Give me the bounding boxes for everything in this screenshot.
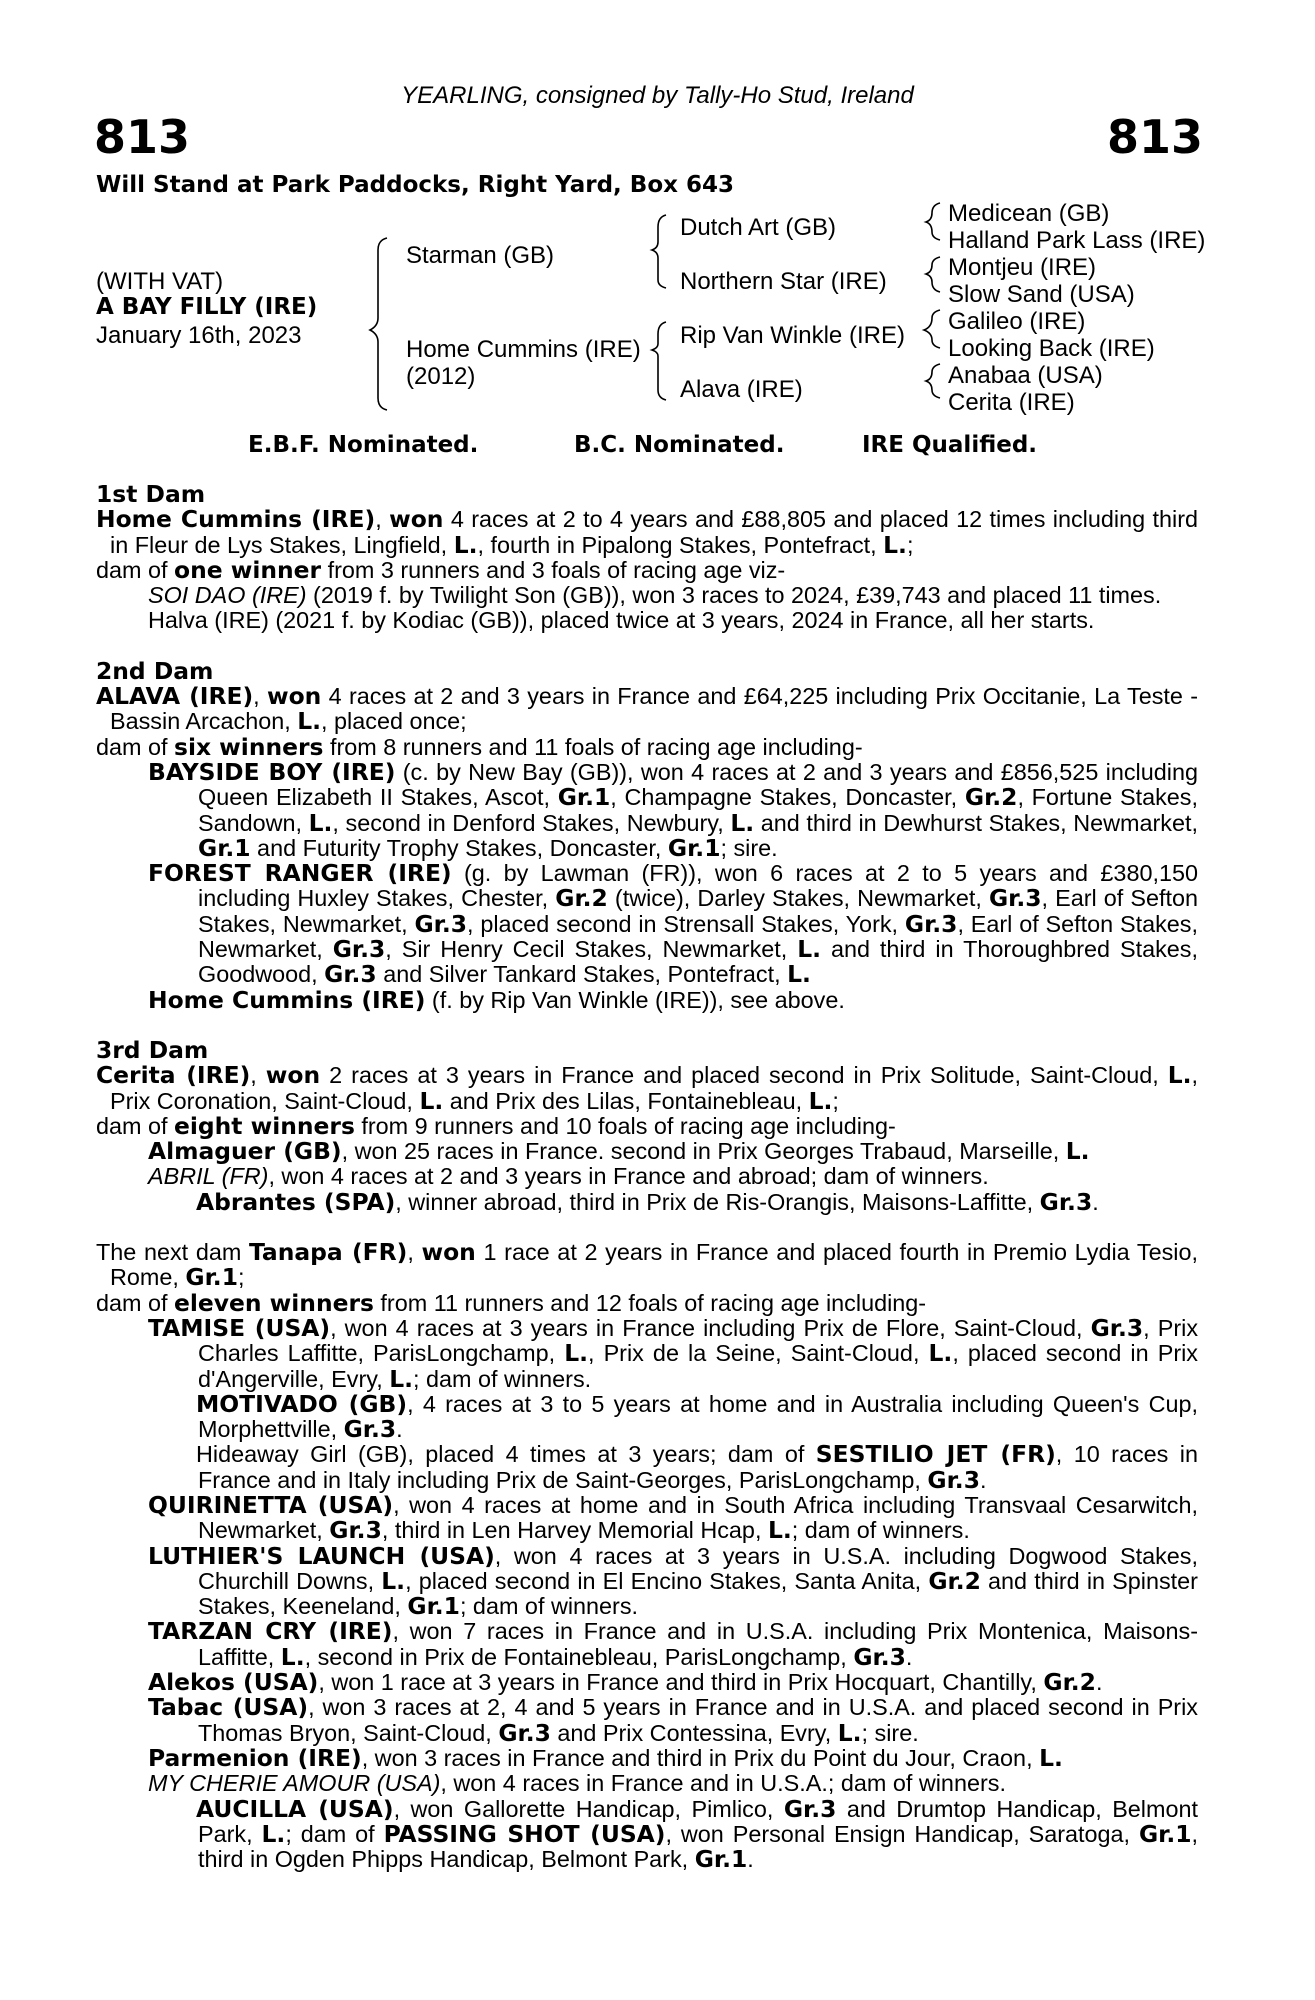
produce-entry: Alekos (USA), won 1 race at 3 years in France and third in Prix Hocquart, Chantilly, Gr.2.: [148, 1668, 1103, 1697]
pedigree-sire: Starman (GB): [406, 242, 555, 269]
pedigree-brackets: [0, 0, 1315, 440]
sale-subtitle: YEARLING, consigned by Tally-Ho Stud, Ireland: [401, 82, 914, 109]
produce-entry: Tabac (USA), won 3 races at 2, 4 and 5 years in France and in U.S.A. and placed second in Prix Thomas Bryon, Saint-Cloud, Gr.3 and Prix Contessina, Evry, L.; sire.: [148, 1693, 1198, 1747]
bracket-g4: [926, 364, 940, 398]
produce-entry: LUTHIER'S LAUNCH (USA), won 4 races at 3 years in U.S.A. including Dogwood Stakes, Churchill Downs, L., placed second in El Encino Stakes, Santa Anita, Gr.2 and third in Spinster Stakes, Keeneland, Gr.1; dam of winners.: [148, 1541, 1198, 1621]
bracket-main: [370, 238, 387, 410]
pedigree-g2: Halland Park Lass (IRE): [948, 227, 1206, 254]
pedigree-g7: Anabaa (USA): [948, 362, 1103, 389]
second-dam-heading: 2nd Dam: [96, 656, 214, 685]
third-dam-heading: 3rd Dam: [96, 1035, 209, 1064]
bc-nomination: B.C. Nominated.: [574, 432, 785, 458]
bracket-dam: [652, 322, 666, 400]
produce-entry: Parmenion (IRE), won 3 races in France and third in Prix du Point du Jour, Craon, L.: [148, 1743, 1063, 1772]
pedigree-g3: Montjeu (IRE): [948, 254, 1097, 281]
next-dam-produce-summary: dam of eleven winners from 11 runners and 12 foals of racing age including-: [96, 1288, 927, 1317]
produce-entry: Halva (IRE) (2021 f. by Kodiac (GB)), placed twice at 3 years, 2024 in France, all her starts.: [148, 607, 1095, 634]
bracket-g2: [926, 257, 940, 292]
second-dam-record: ALAVA (IRE), won 4 races at 2 and 3 years in France and £64,225 including Prix Occitanie, La Teste - Bassin Arcachon, L., placed once;: [96, 682, 1199, 736]
third-dam-produce-summary: dam of eight winners from 9 runners and 10 foals of racing age including-: [96, 1111, 896, 1140]
pedigree-g6: Looking Back (IRE): [948, 335, 1155, 362]
pedigree-g1: Medicean (GB): [948, 200, 1110, 227]
produce-entry: MY CHERIE AMOUR (USA), won 4 races in France and in U.S.A.; dam of winners.: [148, 1770, 1006, 1797]
pedigree-sire-dam: Northern Star (IRE): [680, 268, 887, 295]
grand-produce-entry: Abrantes (SPA), winner abroad, third in Prix de Ris-Orangis, Maisons-Laffitte, Gr.3.: [196, 1187, 1099, 1216]
lot-number-left: 813: [94, 110, 191, 164]
ebf-nomination: E.B.F. Nominated.: [248, 432, 479, 458]
stabling-location: Will Stand at Park Paddocks, Right Yard, Box 643: [96, 172, 734, 198]
pedigree-g4: Slow Sand (USA): [948, 281, 1135, 308]
first-dam-heading: 1st Dam: [96, 480, 206, 508]
first-dam-produce-summary: dam of one winner from 3 runners and 3 foals of racing age viz-: [96, 555, 786, 584]
dam-name: Home Cummins (IRE): [96, 505, 376, 534]
produce-entry: FOREST RANGER (IRE) (g. by Lawman (FR)), won 6 races at 2 to 5 years and £380,150 including Huxley Stakes, Chester, Gr.2 (twice), Darley Stakes, Newmarket, Gr.3, Earl of Sefton Stakes, Newmarket, Gr.3, placed second in Strensall Stakes, York, Gr.3, Earl of Sefton Stakes, Newmarket, Gr.3, Sir Henry Cecil Stakes, Newmarket, L. and third in Thoroughbred Stakes, Goodwood, Gr.3 and Silver Tankard Stakes, Pontefract, L.: [148, 859, 1198, 989]
second-dam-produce-summary: dam of six winners from 8 runners and 11 foals of racing age including-: [96, 732, 863, 761]
bracket-g3: [924, 310, 940, 348]
produce-entry: SOI DAO (IRE) (2019 f. by Twilight Son (GB)), won 3 races to 2024, £39,743 and placed 11 times.: [148, 582, 1162, 609]
produce-entry: QUIRINETTA (USA), won 4 races at home and in South Africa including Transvaal Cesarwitch, Newmarket, Gr.3, third in Len Harvey Memorial Hcap, L.; dam of winners.: [148, 1490, 1198, 1545]
pedigree-g8: Cerita (IRE): [948, 389, 1075, 416]
produce-entry: BAYSIDE BOY (IRE) (c. by New Bay (GB)), won 4 races at 2 and 3 years and £856,525 including Queen Elizabeth II Stakes, Ascot, Gr.1, Champagne Stakes, Doncaster, Gr.2, Fortune Stakes, Sandown, L., second in Denford Stakes, Newbury, L. and third in Dewhurst Stakes, Newmarket, Gr.1 and Futurity Trophy Stakes, Doncaster, Gr.1; sire.: [148, 757, 1198, 862]
grand-produce-entry: MOTIVADO (GB), 4 races at 3 to 5 years at home and in Australia including Queen's Cup, Morphettville, Gr.3.: [196, 1389, 1198, 1444]
vat-note: (WITH VAT): [96, 268, 224, 295]
pedigree-dam-dam: Alava (IRE): [680, 376, 803, 403]
catalogue-body: [96, 482, 1198, 1872]
produce-entry: TARZAN CRY (IRE), won 7 races in France and in U.S.A. including Prix Montenica, Maisons-Laffitte, L., second in Prix de Fontainebleau, ParisLongchamp, Gr.3.: [148, 1617, 1198, 1671]
pedigree-dam: Home Cummins (IRE): [406, 336, 641, 363]
bracket-sire: [652, 215, 666, 288]
foaling-date: January 16th, 2023: [96, 322, 302, 349]
produce-entry: Almaguer (GB), won 25 races in France. second in Prix Georges Trabaud, Marseille, L.: [148, 1137, 1090, 1166]
pedigree-sire-sire: Dutch Art (GB): [680, 214, 837, 241]
pedigree-dam-sire: Rip Van Winkle (IRE): [680, 322, 905, 349]
produce-entry: Home Cummins (IRE) (f. by Rip Van Winkle (IRE)), see above.: [148, 985, 845, 1014]
lot-number-right: 813: [1106, 110, 1203, 164]
horse-name: A BAY FILLY (IRE): [96, 294, 318, 320]
grand-produce-entry: Hideaway Girl (GB), placed 4 times at 3 years; dam of SESTILIO JET (FR), 10 races in France and in Italy including Prix de Saint-Georges, ParisLongchamp, Gr.3.: [196, 1440, 1198, 1494]
pedigree-dam-year: (2012): [406, 363, 476, 390]
ire-qualified: IRE Qualified.: [862, 432, 1038, 458]
third-dam-record: Cerita (IRE), won 2 races at 3 years in France and placed second in Prix Solitude, Saint-Cloud, L., Prix Coronation, Saint-Cloud, L. and Prix des Lilas, Fontainebleau, L.;: [96, 1061, 1199, 1115]
pedigree-g5: Galileo (IRE): [948, 308, 1086, 335]
grand-produce-entry: AUCILLA (USA), won Gallorette Handicap, Pimlico, Gr.3 and Drumtop Handicap, Belmont Park, L.; dam of PASSING SHOT (USA), won Personal Ensign Handicap, Saratoga, Gr.1, third in Ogden Phipps Handicap, Belmont Park, Gr.1.: [196, 1794, 1199, 1874]
bracket-g1: [926, 203, 940, 240]
next-dam-record: The next dam Tanapa (FR), won 1 race at 2 years in France and placed fourth in Premio Lydia Tesio, Rome, Gr.1;: [96, 1238, 1198, 1292]
first-dam-record: Home Cummins (IRE), won 4 races at 2 to 4 years and £88,805 and placed 12 times including third in Fleur de Lys Stakes, Lingfield, L., fourth in Pipalong Stakes, Pontefract, L.;: [96, 505, 1199, 559]
produce-entry: TAMISE (USA), won 4 races at 3 years in France including Prix de Flore, Saint-Cloud, Gr.3, Prix Charles Laffitte, ParisLongchamp, L., Prix de la Seine, Saint-Cloud, L., placed second in Prix d'Angerville, Evry, L.; dam of winners.: [148, 1313, 1199, 1393]
produce-entry: ABRIL (FR), won 4 races at 2 and 3 years in France and abroad; dam of winners.: [148, 1163, 989, 1190]
